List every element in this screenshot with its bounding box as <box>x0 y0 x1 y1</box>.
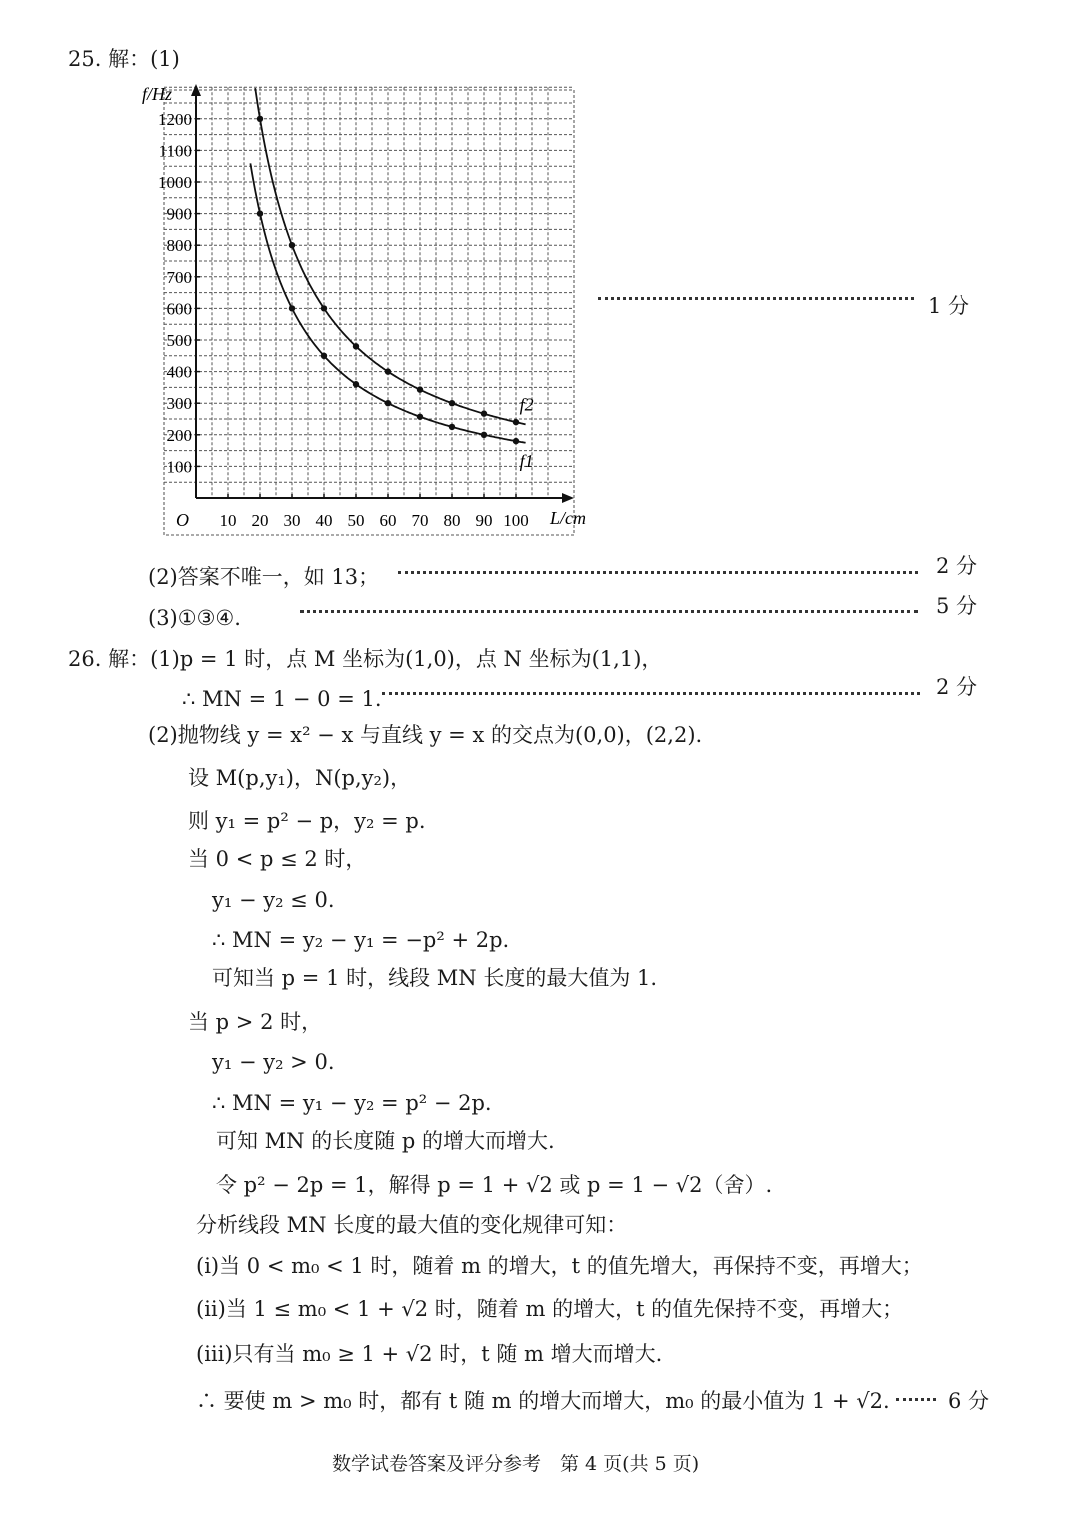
data-point-f1 <box>417 414 423 420</box>
dot-leader <box>398 571 918 574</box>
y-tick-label: 500 <box>166 331 192 350</box>
q26-line: 则 y₁ = p² − p，y₂ = p. <box>188 809 426 833</box>
x-tick-label: 50 <box>347 511 365 530</box>
q26-line: 令 p² − 2p = 1，解得 p = 1 + √2 或 p = 1 − √2（舍）. <box>216 1173 773 1197</box>
data-point-f1 <box>385 400 391 406</box>
data-point-f2 <box>449 400 455 406</box>
score-label: 6 分 <box>948 1389 990 1413</box>
dot-leader <box>300 610 918 613</box>
score-label: 2 分 <box>936 554 978 578</box>
y-axis-label: f/Hz <box>142 84 173 104</box>
dot-leader <box>382 692 920 695</box>
x-tick-label: 60 <box>379 511 397 530</box>
q26-line: 可知 MN 的长度随 p 的增大而增大. <box>216 1129 555 1153</box>
q26-line: (ⅱ)当 1 ≤ m₀ < 1 + √2 时，随着 m 的增大，t 的值先保持不变，再增大； <box>196 1297 904 1321</box>
dot-leader <box>896 1398 936 1401</box>
q25-header: 25. 解：(1) <box>68 47 180 71</box>
y-tick-label: 1100 <box>158 141 192 161</box>
q26-line: ∴ MN = 1 − 0 = 1. <box>182 687 382 711</box>
data-point-f2 <box>481 410 487 416</box>
data-point-f1 <box>289 305 295 311</box>
y-tick-label: 700 <box>166 267 192 287</box>
x-tick-label: 20 <box>251 511 269 530</box>
y-tick-label: 600 <box>166 299 192 319</box>
data-point-f1 <box>513 438 519 444</box>
score-label: 1 分 <box>928 294 970 318</box>
data-point-f2 <box>257 116 263 122</box>
data-point-f2 <box>289 242 295 248</box>
data-point-f1 <box>321 353 327 359</box>
x-axis-arrow <box>562 493 574 503</box>
y-tick-label: 1000 <box>158 173 192 192</box>
q26-line: (ⅰ)当 0 < m₀ < 1 时，随着 m 的增大，t 的值先增大，再保持不变，再增大； <box>196 1254 923 1278</box>
q26-line: (ⅲ)只有当 m₀ ≥ 1 + √2 时，t 随 m 增大而增大. <box>196 1342 663 1366</box>
data-point-f2 <box>417 386 423 392</box>
q26-line: y₁ − y₂ ≤ 0. <box>212 888 335 912</box>
q26-line: 分析线段 MN 长度的最大值的变化规律可知： <box>196 1213 628 1237</box>
data-point-f1 <box>449 424 455 430</box>
score-label: 5 分 <box>936 594 978 618</box>
curve-label-f2: f2 <box>519 394 534 415</box>
q26-line: 设 M(p,y₁)，N(p,y₂)， <box>188 766 412 790</box>
frequency-length-chart <box>130 78 600 548</box>
y-tick-label: 1200 <box>158 109 192 129</box>
data-point-f1 <box>353 381 359 387</box>
y-tick-label: 100 <box>166 457 192 477</box>
q26-line: ∴ MN = y₁ − y₂ = p² − 2p. <box>212 1091 492 1115</box>
q26-line: 当 0 < p ≤ 2 时， <box>188 847 367 871</box>
x-tick-label: 30 <box>283 511 301 530</box>
y-tick-label: 200 <box>166 425 192 445</box>
y-tick-label: 300 <box>166 394 192 414</box>
chart-frame <box>164 90 574 535</box>
q26-line: y₁ − y₂ > 0. <box>212 1050 335 1074</box>
x-tick-label: 90 <box>475 511 493 530</box>
curve-label-f1: f1 <box>519 450 534 471</box>
data-point-f2 <box>513 419 519 425</box>
page-footer: 数学试卷答案及评分参考 第 4 页(共 5 页) <box>332 1453 700 1475</box>
y-tick-label: 900 <box>166 204 192 224</box>
data-point-f2 <box>353 343 359 349</box>
data-point-f2 <box>321 305 327 311</box>
q26-line: 26. 解：(1)p = 1 时，点 M 坐标为(1,0)，点 N 坐标为(1,1)， <box>68 647 663 671</box>
origin-label: O <box>176 510 189 530</box>
x-tick-label: 80 <box>443 511 461 530</box>
data-point-f1 <box>481 432 487 438</box>
dot-leader <box>598 297 914 300</box>
x-tick-label: 10 <box>219 511 237 530</box>
x-tick-label: 100 <box>503 511 529 530</box>
x-tick-label: 70 <box>411 511 429 530</box>
q26-line: 可知当 p = 1 时，线段 MN 长度的最大值为 1. <box>212 966 658 990</box>
data-point-f1 <box>257 210 263 216</box>
q25-part3: (3)①③④. <box>148 606 241 630</box>
x-axis-label: L/cm <box>550 508 586 528</box>
data-point-f2 <box>385 368 391 374</box>
q26-line: 当 p > 2 时， <box>188 1010 323 1034</box>
y-tick-label: 800 <box>166 236 192 256</box>
x-tick-label: 40 <box>315 511 333 530</box>
y-tick-label: 400 <box>166 362 192 382</box>
q26-line: ∴ 要使 m > m₀ 时，都有 t 随 m 的增大而增大，m₀ 的最小值为 1 + √2. <box>196 1389 890 1413</box>
q25-part2: (2)答案不唯一，如 13； <box>148 565 380 589</box>
score-label: 2 分 <box>936 675 978 699</box>
q26-line: ∴ MN = y₂ − y₁ = −p² + 2p. <box>212 928 510 952</box>
series-curve-f2 <box>255 88 525 424</box>
q26-line: (2)抛物线 y = x² − x 与直线 y = x 的交点为(0,0)，(2,2). <box>148 723 703 747</box>
